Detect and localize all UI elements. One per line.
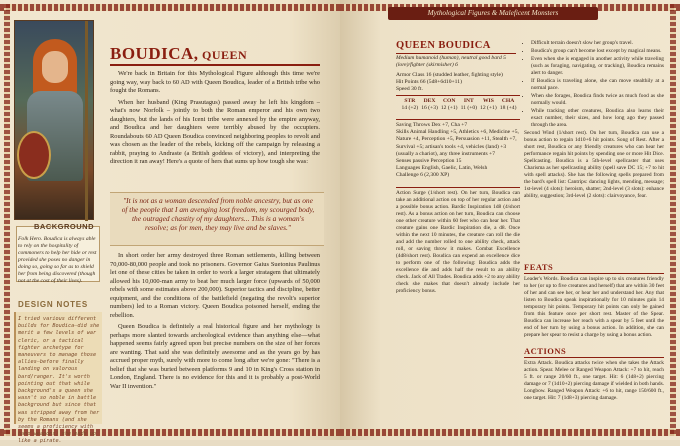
- title-rule: [110, 64, 320, 66]
- greek-border-top: [0, 4, 340, 11]
- stat-head: DEX: [423, 98, 436, 104]
- design-notes-text: I tried various different builds for Boudica—did she merit a few levels of war cleric, or a tactical fighter archetype for maneuvers to manage those allies—before finally landing on valorous bard/ranger. It's worth pointing out that while background's a queen she wasn't so noble in battle background but since that was stripped away from her by the Romans (and she seems a proficiency with hand weapons) she ends up like a pirate.: [18, 316, 100, 445]
- statblock-type: Medium humanoid (human), neutral good bard 5 (lore)/fighter (skirmisher) 6: [396, 55, 506, 69]
- body-paragraph-4: Queen Boudica is definitely a real historical figure and her mythology is perhaps more slanted towards archeological evidence than anything else—what happened seems fairly agreed upon but precise numbers on the size of her forces are wanting. That said she was definitely awesome and as the years go by has accrued proper myth, surely with more to come long after we're gone: "There is a belief that she was buried between platforms 9 and 10 in King's Cross station in London, England. There is no evidence for this and it is probably a post-World War II invention.": [110, 323, 320, 390]
- bullet-item: • Difficult terrain doesn't slow her group's travel.: [531, 40, 664, 47]
- stat-value: 12 (+1): [440, 105, 458, 111]
- background-text: Folk Hero. Boudica is always able to rely on the hospitality of commoners to help her hide or rest provided she poses no danger in doing so, going so far as to shield her from being discovered (though not at the cost of their lives).: [18, 236, 97, 284]
- intro-paragraph-2: When her husband (King Prasutagus) passed away he left his kingdom – what's now Norfolk – jointly to both the Roman emperor and his own two daughters, but the lands of his Iceni tribe were annexed by the empire anyway, and Boudica and her daughters were terribly abused by the occupiers. Roundabouts 60 AD Queen Boudica convinced neighboring peoples to revolt and was chosen as the leader of the rebels, kicking off the campaign by releasing a rabbit, praying to Andraste (a British goddess of victory), and interpreting the direction it ran away! Here's a quote of hers that sums up how tough she was:: [110, 98, 320, 165]
- senses: Senses passive Perception 15: [396, 158, 462, 165]
- statblock-details: [396, 122, 520, 180]
- boudica-quote: "It is not as a woman descended from noble ancestry, but as one of the people that I am avenging lost freedom, my scourged body, the outraged chastity of my daughters... This is a woman's resolve; as for men, they may live and be slaves.": [121, 196, 315, 232]
- statblock-divider: [396, 95, 520, 96]
- bullet-item: • Boudica's group can't become lost except by magical means.: [531, 48, 664, 55]
- stat-head: INT: [463, 98, 474, 104]
- stat-value: 12 (+1): [480, 105, 497, 111]
- stat-head: STR: [404, 98, 416, 104]
- stat-value: 16 (+3): [421, 105, 438, 111]
- title-sub: QUEEN: [198, 48, 248, 62]
- bullet-item: • If Boudica is traveling alone, she can move stealthily at a normal pace.: [531, 78, 664, 92]
- boudica-portrait-image: [14, 20, 94, 220]
- stat-head: WIS: [482, 98, 494, 104]
- background-heading: BACKGROUND: [34, 222, 94, 231]
- speed: Speed 30 ft.: [396, 86, 423, 93]
- bullet-item: • Even when she is engaged in another activity while traveling (such as foraging, navigating, or tracking), Boudica remains alert to danger.: [531, 56, 664, 77]
- armor-class: Armor Class 16 (studded leather, fighting style): [396, 72, 503, 78]
- running-header: Mythological Figures & Maleficent Monsters: [388, 7, 598, 20]
- statblock-rule: [396, 53, 516, 54]
- actions-text: Extra Attack. Boudica attacks twice when she takes the Attack action. Spear. Melee or Ranged Weapon Attack: +7 to hit, reach 5 ft. or range 20/60 ft., one target. Hit: 6 (1d8+2) piercing damage or 7 (1d10+2) piercing damage if wielded in both hands. Longbow. Ranged Weapon Attack: +6 to hit, range 150/600 ft., one target. Hit: 7 (1d8+3) piercing damage.: [524, 360, 665, 401]
- skills: Skills Animal Handling +5, Athletics +6, Medicine +5, Nature +4, Perception +5, Persuasion +11, Stealth +7, Survival +5; artisan's tools +4, vehicles (land) +3 (usually a chariot), any three instruments +7: [396, 129, 519, 157]
- stat-value: 14 (+2): [401, 105, 419, 111]
- bullet-item: • When she forages, Boudica finds twice as much food as she normally would.: [531, 93, 664, 107]
- title-main: BOUDICA,: [110, 44, 199, 63]
- feats-heading: FEATS: [524, 262, 554, 272]
- right-column: [524, 40, 664, 202]
- greek-border-bottom-right: [340, 429, 680, 436]
- feats-text: Leader's Words. Boudica can inspire up to six creatures friendly to her (or up to five creatures and herself) that are within 30 feet of her and can see her, or hear her and understand her. Any that listen to Boudica speak inspirationally for 10 minutes gain 14 temporary hit points. Temporary hit points can only be gained from this feature once per short rest. Master of the Spear. Boudica can increase her reach with a spear by 5 feet until the end of her turn by using a bonus action. In addition, she can prepare her spear to resist a charge by using a bonus action.: [524, 276, 664, 338]
- stat-head: CON: [443, 98, 456, 104]
- challenge: Challenge 6 (2,300 XP): [396, 172, 450, 179]
- intro-paragraph-1: We're back in Britain for this Mythological Figure although this time we're going way, way back to 60 AD with Queen Boudica, leader of a British tribe who fought the Romans.: [110, 70, 320, 94]
- spellcasting-text: Second Wind (1/short rest). On her turn, Boudica can use a bonus action to regain 1d10+6 hit points. Song of Rest. After a short rest, Boudica or any friendly creatures who can hear her performance regain hit points by spending one or more Hit Dice. Spellcasting. Boudica is a 5th-level spellcaster that uses Charisma as her spellcasting ability (spell save DC 15; +7 to hit with spell attacks). She has the following spells prepared from the bard's spell list: Cantrips: dancing lights, mending, message; 1st-level (4 slots): heroism, shatter; 2nd-level (3 slots): enhance ability, suggestion; 3rd-level (2 slots): clairvoyance, fear.: [524, 130, 664, 199]
- stat-head: CHA: [501, 98, 515, 104]
- statblock-traits: Action Surge (1/short rest). On her turn, Boudica can take an additional action on top of her regular action and a possible bonus action. Bardic Inspiration 1d8 (4/short rest). As a bonus action on her turn, Boudica can choose one other creature within 60 feet who can hear her. That creature gains one Bardic Inspiration die, a d8. Once within the next 10 minutes, the creature can roll the die and add the number rolled to one ability check, attack roll, or saving throw it makes. Combat Excellence (4d8/short rest). Boudica can expend an excellence dice to perform one of the following: Boudica adds the excellence die and adds half the result to an ability check. Jack of All Trades. Boudica adds +2 to any ability check she makes that doesn't already include her proficiency bonus.: [396, 190, 520, 294]
- greek-border-right: [670, 4, 676, 436]
- ranger-bullets: [524, 40, 664, 129]
- languages: Languages English, Gaelic, Latin, Welsh: [396, 165, 488, 172]
- saving-throws: Saving Throws Dex +7, Cha +7: [396, 122, 468, 128]
- statblock-divider: [396, 187, 520, 188]
- ability-values: [400, 104, 518, 112]
- body-text-lower: [110, 252, 320, 394]
- hit-points: Hit Points 66 (5d8+6d10+11): [396, 79, 462, 86]
- bullet-item: • While tracking other creatures, Boudica also learns their exact number, their sizes, and how long ago they passed through the area.: [531, 108, 664, 129]
- body-paragraph-3: In short order her army destroyed three Roman settlements, killing between 70,000-80,000 people and took no prisoners. Governor Gaius Suetonius Paulinus let one of these cities be taken in order to work a larger stratagem that ultimately allowed his 10,000-man army to beat her much larger force (upwards of 50,000 rebels with some estimates above 200,000). Superior tactics and discipline, better equipment, and the conditions of the battlefield (negating the revolt's superior numbers) led to a Roman victory. Queen Boudica poisoned herself, ending the rebellion.: [110, 252, 320, 319]
- actions-heading: ACTIONS: [524, 346, 567, 356]
- ability-score-table: [400, 98, 518, 112]
- statblock-divider: [396, 119, 520, 120]
- statblock-title: QUEEN BOUDICA: [396, 40, 491, 51]
- page-title: [110, 44, 247, 64]
- stat-value: 11 (+0): [460, 105, 478, 111]
- design-notes-heading: DESIGN NOTES: [18, 300, 89, 309]
- intro-text: [110, 70, 320, 170]
- statblock-defense: [396, 72, 520, 94]
- stat-value: 18 (+4): [499, 105, 517, 111]
- actions-rule: [524, 357, 664, 358]
- feats-rule: [524, 273, 664, 274]
- greek-border-left: [4, 4, 10, 436]
